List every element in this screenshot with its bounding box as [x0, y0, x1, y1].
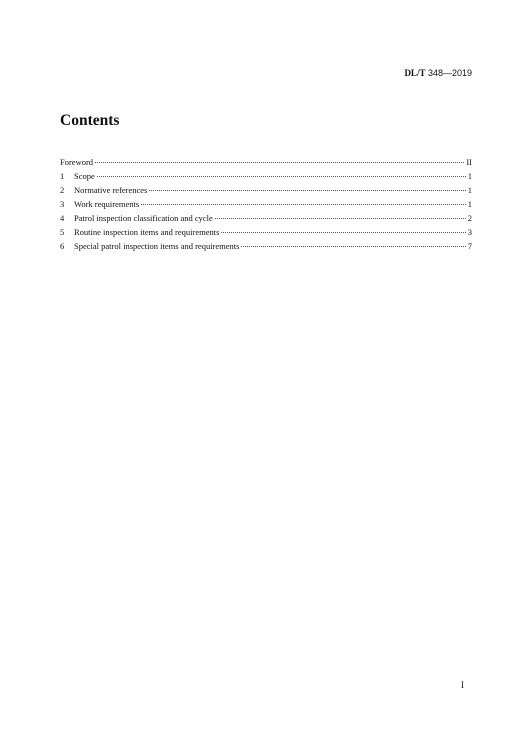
toc-entry-number: 2 — [60, 185, 65, 195]
dot-leader — [95, 162, 464, 163]
toc-entry-page: 1 — [467, 199, 472, 209]
toc-entry-foreword[interactable] — [60, 155, 472, 169]
toc-entry-page: II — [466, 157, 472, 167]
toc-entry-normative-references[interactable] — [60, 183, 472, 197]
toc-entry-page: 2 — [467, 213, 472, 223]
toc-entry-number: 5 — [60, 227, 65, 237]
toc-entry-page: 3 — [467, 227, 472, 237]
toc-entry-page: 1 — [467, 185, 472, 195]
page-number: I — [461, 680, 464, 690]
toc-entry-special-patrol-inspection[interactable] — [60, 239, 472, 253]
toc-entry-label: Work requirements — [74, 199, 140, 209]
page-title: Contents — [60, 112, 120, 129]
toc-entry-page: 7 — [467, 241, 472, 251]
dot-leader — [149, 190, 465, 191]
toc-entry-label: Scope — [74, 171, 95, 181]
toc-entry-number: 4 — [60, 213, 65, 223]
table-of-contents — [60, 155, 472, 253]
toc-entry-number: 3 — [60, 199, 65, 209]
toc-entry-patrol-inspection-classification[interactable] — [60, 211, 472, 225]
document-code — [404, 68, 472, 78]
dot-leader — [241, 246, 465, 247]
document-code-prefix: DL/T — [404, 68, 426, 78]
toc-entry-scope[interactable] — [60, 169, 472, 183]
dot-leader — [141, 204, 466, 205]
toc-entry-label: Foreword — [60, 157, 94, 167]
document-code-number: 348—2019 — [425, 68, 472, 78]
dot-leader — [221, 232, 465, 233]
dot-leader — [215, 218, 466, 219]
dot-leader — [97, 176, 466, 177]
toc-entry-page: 1 — [467, 171, 472, 181]
toc-entry-label: Special patrol inspection items and requirements — [74, 241, 240, 251]
toc-entry-work-requirements[interactable] — [60, 197, 472, 211]
toc-entry-number: 6 — [60, 241, 65, 251]
toc-entry-label: Routine inspection items and requirements — [74, 227, 220, 237]
toc-entry-label: Normative references — [74, 185, 148, 195]
toc-entry-label: Patrol inspection classification and cycle — [74, 213, 213, 223]
toc-entry-routine-inspection[interactable] — [60, 225, 472, 239]
toc-entry-number: 1 — [60, 171, 65, 181]
